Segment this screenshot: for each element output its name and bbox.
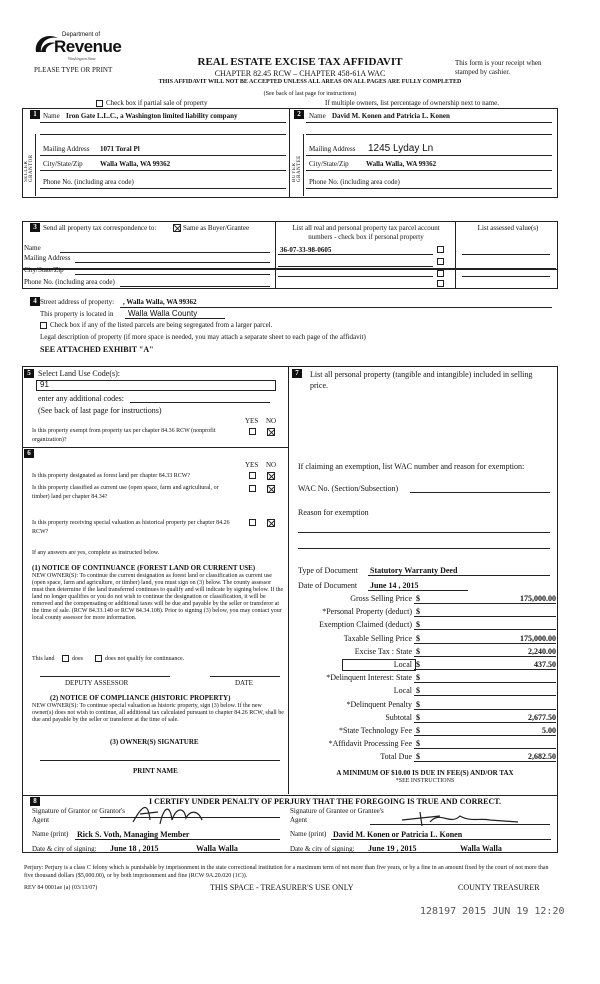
buyer-mailing-label: Mailing Address [309,145,356,153]
grantor-date: June 18 , 2015 [110,844,159,853]
form-warning: THIS AFFIDAVIT WILL NOT BE ACCEPTED UNLESS ALL AREAS ON ALL PAGES ARE FULLY COMPLETED [158,79,462,85]
s3-mailing-label: Mailing Address [24,254,71,262]
fee-row-label: *Delinquent Interest: State [326,673,412,682]
please-type: PLEASE TYPE OR PRINT [34,66,113,74]
fee-row-dollar: $ [416,726,420,735]
buyer-city-label: City/State/Zip [309,160,349,168]
current-use-yes-checkbox[interactable] [249,485,256,492]
fee-row-value: 437.50 [534,660,556,669]
fee-row-dollar: $ [416,686,420,695]
fee-row-label: Exemption Claimed (deduct) [319,620,412,629]
same-as-buyer-label: Same as Buyer/Grantee [183,224,250,232]
grantee-date-label: Date & city of signing: [290,845,355,853]
grantor-signature-label: Signature of Grantor or Grantor's Agent [32,807,126,824]
exempt-yes-checkbox[interactable] [249,428,256,435]
doc-date-label: Date of Document [298,581,358,590]
send-correspondence-label: Send all property tax correspondence to: [43,224,157,232]
grantor-date-label: Date & city of signing: [32,845,97,853]
segregated-label: Check box if any of the listed parcels are being segregated from a larger parcel. [50,321,273,329]
historic-question: Is this property receiving special valuation as historical property per chapter 84.26 RCW? [32,520,230,535]
doc-type-label: Type of Document [298,566,358,575]
section-3-number: 3 [30,223,40,232]
deputy-assessor-label: DEPUTY ASSESSOR [65,679,129,687]
multiple-owners-note: If multiple owners, list percentage of ownership next to name. [325,99,499,107]
perjury-notice: Perjury: Perjury is a class C felony which is punishable by imprisonment in the state correctional institution for a maximum term of not more than five years, or by a fine in an amount fixed by the court of not more than five thousand dollars ($5,000.00), or by both imprisonment and fine (RCW 9A.20.020 (1C)). [24,865,549,879]
notice1-text: NEW OWNER(S): To continue the current designation as forest land or classification as current use (open space, farm and agriculture, or timber) land, you must sign on (3) below. The county assessor must then determine if the land transferred continues to qualify and will indicate by signing below. If the land no longer qualifies or you do not wish to continue the designation or classification, it will be removed and the compensating or additional taxes will be due and payable by the seller or transferor at the time of sale. (RCW 84.33.140 or RCW 84.34.108). Prior to signing (3) below, you may contact your local county assessor for more information. [32,573,284,621]
fee-row-value: 5.00 [542,726,556,735]
section-5-number: 5 [24,369,34,378]
section-6-number: 6 [24,449,34,458]
exempt-question: Is this property exempt from property tax per chapter 84.36 RCW (nonprofit organization)? [32,428,216,443]
grantor-print-label: Name (print) [32,830,69,838]
grantee-date: June 19 , 2015 [368,844,417,853]
street-label: Street address of property: [40,298,115,306]
parcel-personal-checkbox-2[interactable] [437,258,444,265]
county-treasurer: COUNTY TREASURER [458,883,540,892]
buyer-mailing: 1245 Lyday Ln [368,143,434,154]
legal-description-label: Legal description of property (if more space is needed, you may attach a separate sheet to each page of the affidavit) [40,333,366,341]
s6-yes: YES [245,461,259,469]
seller-mailing-label: Mailing Address [43,145,90,153]
certify-statement: I CERTIFY UNDER PENALTY OF PERJURY THAT THE FOREGOING IS TRUE AND CORRECT. [148,797,501,806]
fee-row-label: Gross Selling Price [350,594,412,603]
grantee-signature [400,808,520,828]
fee-row-dollar: $ [416,752,420,761]
see-instructions-note: *SEE INSTRUCTIONS [395,778,455,784]
does-not-checkbox[interactable] [95,655,102,662]
s5-yes: YES [245,417,259,425]
fee-row-label: Subtotal [385,713,412,722]
same-as-buyer-checkbox[interactable] [173,224,181,232]
seller-phone-label: Phone No. (including area code) [43,178,134,186]
fee-row-dollar: $ [416,660,420,669]
assessed-header: List assessed value(s) [477,224,539,232]
buyer-name: David M. Konen and Patricia L. Konen [332,112,450,120]
fee-row-label: Local [393,686,412,695]
if-yes-note: If any answers are yes, complete as instructed below. [32,550,160,556]
section-8-number: 8 [30,797,40,806]
seller-side-label: SELLER GRANTOR [24,154,34,182]
current-use-no-checkbox[interactable] [267,485,275,493]
land-use-field[interactable] [36,380,276,391]
seller-city-label: City/State/Zip [43,160,83,168]
this-land-label: This land [32,656,55,662]
parcel-personal-checkbox-4[interactable] [437,280,444,287]
historic-no-checkbox[interactable] [267,519,275,527]
exemption-reason-label: Reason for exemption [298,508,369,517]
s3-city-label: City/State/Zip [24,266,64,274]
grantor-print-name: Rick S. Voth, Managing Member [77,830,190,839]
s3-name-label: Name [24,244,41,252]
forest-question: Is this property designated as forest land per chapter 84.33 RCW? [32,473,191,479]
additional-codes-label: enter any additional codes: [38,394,124,403]
fee-row-label: Taxable Selling Price [343,634,412,643]
s5-no: NO [266,417,277,425]
logo-dept: Department of [62,32,101,38]
parcel-personal-checkbox-3[interactable] [437,270,444,277]
fee-row-label: Local [393,660,412,669]
notice2-text: NEW OWNER(S): To continue special valuation as historic property, sign (3) below. If the new owner(s) does not wish to continue, all additional tax calculated pursuant to chapter 84.26 RCW, shall be due and payable by the seller or transferor at the time of sale. [32,703,284,723]
buyer-side-label: BUYER GRANTEE [292,155,302,182]
fee-row-dollar: $ [416,634,420,643]
land-use-code: 91 [40,380,49,389]
seller-name-label: Name [43,112,60,120]
local-tax-code-field[interactable] [342,659,416,671]
section-3-lower [22,268,558,289]
fee-row-dollar: $ [416,700,420,709]
grantee-signature-label: Signature of Grantee or Grantee's Agent [290,807,384,824]
personal-property-label: List all personal property (tangible and intangible) included in selling price. [310,370,533,390]
section-2-number: 2 [294,110,304,119]
s5-see-back: (See back of last page for instructions) [38,406,162,415]
logo-main: Revenue [54,37,122,56]
street-address: , Walla Walla, WA 99362 [123,298,197,306]
grantee-print-label: Name (print) [290,830,327,838]
fee-row-dollar: $ [416,620,420,629]
fee-row-value: 175,000.00 [520,634,556,643]
land-use-label: Select Land Use Code(s): [38,369,120,378]
legal-exhibit: SEE ATTACHED EXHIBIT "A" [40,345,154,354]
fee-row-label: *Affidavit Processing Fee [328,739,412,748]
owner-signature-label: (3) OWNER(S) SIGNATURE [110,738,199,746]
form-title: REAL ESTATE EXCISE TAX AFFIDAVIT [197,56,403,68]
receipt-note: This form is your receipt when stamped by cashier. [455,59,542,76]
section-1-number: 1 [30,110,40,119]
treasurer-space: THIS SPACE - TREASURER'S USE ONLY [210,883,354,892]
does-checkbox[interactable] [62,655,69,662]
grantor-city: Walla Walla [196,844,238,853]
fee-row-label: *Delinquent Penalty [346,700,412,709]
partial-sale-label: Check box if partial sale of property [106,99,208,107]
fee-row-dollar: $ [416,647,420,656]
s3-phone-label: Phone No. (including area code) [24,278,115,286]
fee-row-label: *State Technology Fee [338,726,412,735]
doc-date: June 14 , 2015 [370,581,419,590]
notice2-title: (2) NOTICE OF COMPLIANCE (HISTORIC PROPERTY) [50,694,231,702]
see-back-note: (See back of last page for instructions) [263,91,357,97]
print-name-label: PRINT NAME [133,767,178,775]
logo-state: Washington State [68,56,96,61]
fee-row-label: Excise Tax : State [354,647,412,656]
fee-row-value: 2,677.50 [528,713,556,722]
section-7-number: 7 [292,369,302,378]
seller-name: Iron Gate L.L.C., a Washington limited liability company [66,112,238,120]
seller-mailing: 1071 Toral Pl [100,145,140,153]
parcel-personal-checkbox-1[interactable] [437,246,444,253]
historic-yes-checkbox[interactable] [249,519,256,526]
exempt-no-checkbox[interactable] [267,428,275,436]
located-label: This property is located in [40,310,114,318]
grantor-signature [128,800,218,828]
fee-row-value: 2,682.50 [528,752,556,761]
fee-row-value: 2,240.00 [528,647,556,656]
buyer-name-label: Name [309,112,326,120]
seller-city: Walla Walla, WA 99362 [100,160,171,168]
fee-row-label: Total Due [380,752,412,761]
notice1-title: (1) NOTICE OF CONTINUANCE (FOREST LAND OR CURRENT USE) [32,564,256,572]
located-county: Walla Walla County [128,309,198,318]
exemption-label: If claiming an exemption, list WAC number and reason for exemption: [298,462,525,471]
fee-row-dollar: $ [416,713,420,722]
form-revision: REV 84 0001ae (a) (03/13/07) [24,885,98,891]
doc-type: Statutory Warranty Deed [370,566,458,575]
segregated-checkbox[interactable] [40,322,47,329]
forest-yes-checkbox[interactable] [249,472,256,479]
grantee-print-name: David M. Konen or Patricia L. Konen [333,830,463,839]
does-label: does [72,656,83,662]
current-use-question: Is this property classified as current use (open space, farm and agricultural, or timber) land per chapter 84.34? [32,485,219,500]
buyer-phone-label: Phone No. (including area code) [309,178,400,186]
partial-sale-checkbox[interactable] [96,100,103,107]
grantee-city: Walla Walla [460,844,502,853]
fee-row-dollar: $ [416,673,420,682]
s6-no: NO [266,461,277,469]
fee-row-dollar: $ [416,607,420,616]
minimum-due-note: A MINIMUM OF $10.00 IS DUE IN FEE(S) AND/OR TAX [336,769,514,777]
does-not-label: does not qualify for continuance. [105,656,185,662]
fee-row-label: *Personal Property (deduct) [322,607,412,616]
parcel-header: List all real and personal property tax parcel account numbers - check box if personal property [292,224,440,241]
parcel-number: 36-07-33-98-0605 [280,246,332,254]
section-4-number: 4 [30,297,40,306]
buyer-city: Walla Walla, WA 99362 [366,160,437,168]
fee-row-dollar: $ [416,594,420,603]
assessor-date-label: DATE [235,679,253,687]
wac-label: WAC No. (Section/Subsection) [298,484,399,493]
fee-row-dollar: $ [416,739,420,748]
logo [32,30,132,62]
forest-no-checkbox[interactable] [267,472,275,480]
treasurer-stamp: 128197 2015 JUN 19 12:20 [420,906,565,917]
fee-row-value: 175,000.00 [520,594,556,603]
form-chapter: CHAPTER 82.45 RCW – CHAPTER 458-61A WAC [214,69,386,78]
